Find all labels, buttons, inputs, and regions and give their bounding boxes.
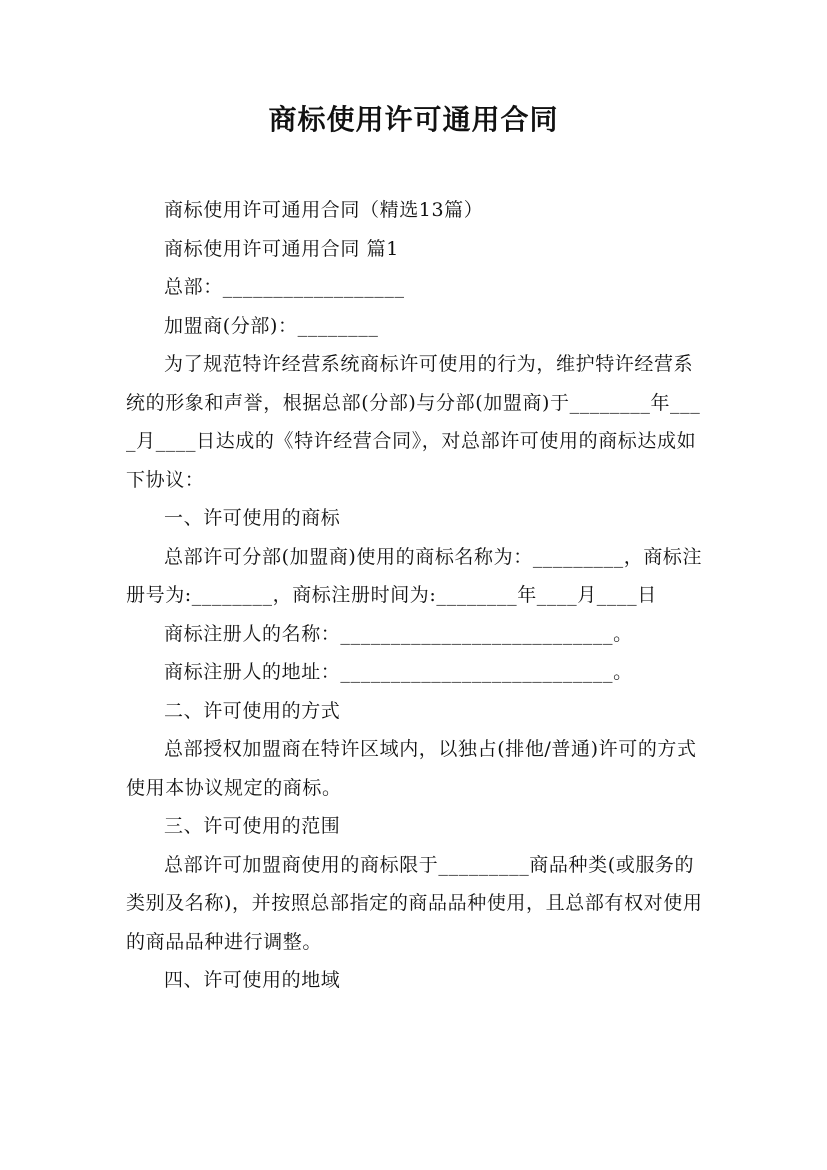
paragraph-chapter-heading: 商标使用许可通用合同 篇1	[164, 237, 399, 260]
paragraph-franchisee: 加盟商(分部)：________	[164, 314, 379, 337]
paragraph-subtitle: 商标使用许可通用合同（精选13篇）	[164, 199, 484, 221]
document-title: 商标使用许可通用合同	[268, 103, 559, 136]
paragraph-registrant-address: 商标注册人的地址：___________________________。	[164, 661, 633, 683]
section-heading-3: 三、许可使用的范围	[164, 815, 341, 837]
paragraph-license-scope: 总部许可加盟商使用的商标限于_________商品种类(或服务的类别及名称)，并按照总部指定的商品品种使用，且总部有权对使用的商品品种进行调整。	[126, 853, 703, 953]
document-body	[126, 191, 706, 1000]
section-heading-4: 四、许可使用的地域	[164, 969, 341, 991]
section-heading-1: 一、许可使用的商标	[164, 507, 341, 529]
paragraph-trademark-name: 总部许可分部(加盟商)使用的商标名称为：_________，商标注册号为:________，商标注册时间为:________年____月____日	[126, 545, 703, 606]
paragraph-license-method: 总部授权加盟商在特许区域内，以独占(排他/普通)许可的方式使用本协议规定的商标。	[126, 738, 697, 799]
paragraph-preamble: 为了规范特许经营系统商标许可使用的行为，维护特许经营系统的形象和声誉，根据总部(分部)与分部(加盟商)于________年____月____日达成的《特许经营合同》，对总部许可使用的商标达成如下协议：	[126, 353, 701, 491]
section-heading-2: 二、许可使用的方式	[164, 699, 341, 722]
paragraph-headquarters: 总部：__________________	[164, 276, 405, 298]
paragraph-registrant-name: 商标注册人的名称：___________________________。	[164, 622, 633, 645]
